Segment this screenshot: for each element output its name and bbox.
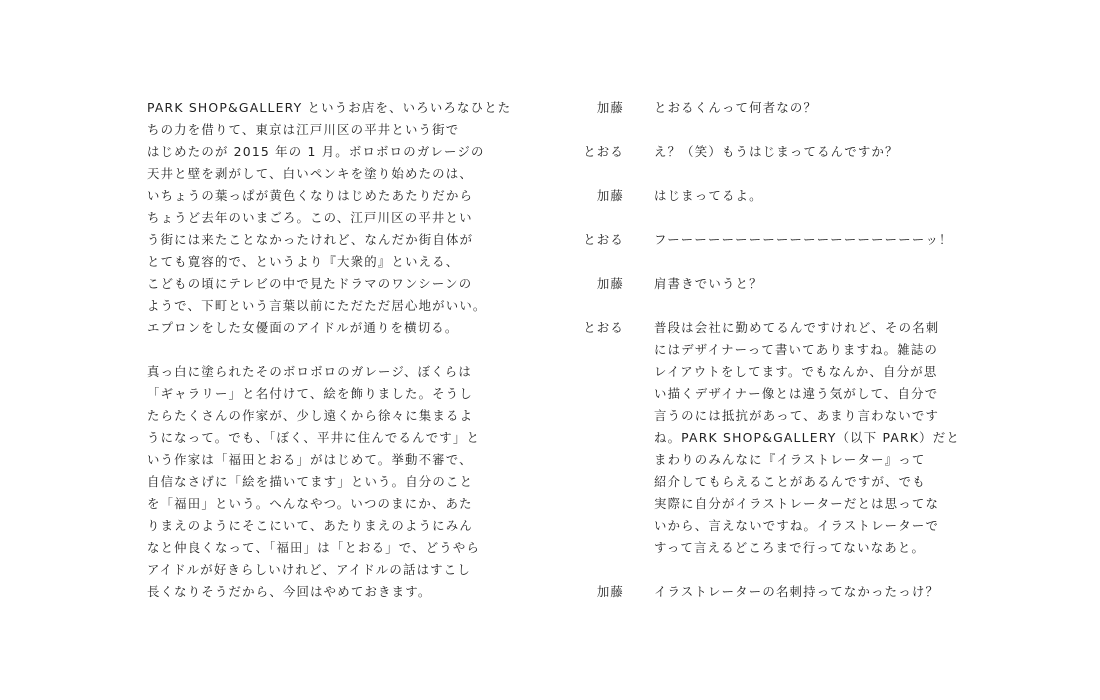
dialogue-turn [560, 273, 980, 295]
essay-line: 天井と壁を剥がして、白いペンキを塗り始めたのは、 [147, 166, 473, 181]
speaker-name: 加藤 [596, 276, 624, 291]
essay-line: PARK SHOP&GALLERY というお店を、いろいろなひとた [147, 100, 512, 115]
dialogue-turn [560, 581, 980, 603]
speech-line: 実際に自分がイラストレーターだとは思ってな [654, 496, 940, 511]
speech-text [654, 97, 980, 119]
speech-text [654, 141, 980, 163]
speaker-name: 加藤 [596, 584, 624, 599]
speech-line: 肩書きでいうと？ [654, 276, 763, 291]
speech-line: とおるくんって何者なの？ [654, 100, 818, 115]
essay-line: 自信なさげに「絵を描いてます」という。自分のこと [147, 474, 474, 489]
speech-text [654, 273, 980, 295]
speech-line: え？（笑）もうはじまってるんですか？ [654, 144, 899, 159]
essay-line: いう作家は「福田とおる」がはじめて。挙動不審で、 [147, 452, 473, 467]
essay-line: いちょうの葉っぱが黄色くなりはじめたあたりだから [147, 188, 474, 203]
speaker-name: とおる [583, 320, 624, 335]
speech-line: いから、言えないですね。イラストレーターで [654, 518, 940, 533]
speaker-name: 加藤 [596, 100, 624, 115]
essay-line: りまえのようにそこにいて、あたりまえのようにみん [147, 518, 473, 533]
dialogue-turn [560, 229, 980, 251]
essay-line: とても寛容的で、というより『大衆的』といえる、 [147, 254, 460, 269]
speech-line: にはデザイナーって書いてありますね。雑誌の [654, 342, 939, 357]
speech-line: 普段は会社に勤めてるんですけれど、その名刺 [654, 320, 940, 335]
speech-line: イラストレーターの名刺持ってなかったっけ？ [654, 584, 940, 599]
essay-line: こどもの頃にテレビの中で見たドラマのワンシーンの [147, 276, 473, 291]
essay-line: ちょうど去年のいまごろ。この、江戸川区の平井とい [147, 210, 473, 225]
essay-line: を「福田」という。へんなやつ。いつのまにか、あた [147, 496, 473, 511]
essay-line: ようで、下町という言葉以前にただただ居心地がいい。 [147, 298, 487, 313]
essay-line: はじめたのが 2015 年の 1 月。ボロボロのガレージの [147, 144, 485, 159]
essay-line: アイドルが好きらしいけれど、アイドルの話はすこし [147, 562, 471, 577]
essay-paragraph-1 [147, 97, 512, 339]
essay-line: 長くなりそうだから、今回はやめておきます。 [147, 584, 432, 599]
speech-line: はじまってるよ。 [654, 188, 763, 203]
speech-text [654, 185, 980, 207]
speech-line: まわりのみんなに『イラストレーター』って [654, 452, 926, 467]
speech-line: い描くデザイナー像とは違う気がして、自分で [654, 386, 939, 401]
speaker-name: とおる [583, 144, 624, 159]
essay-line: うになって。でも、「ぼく、平井に住んでるんです」と [147, 430, 481, 445]
speech-line: ね。PARK SHOP&GALLERY（以下 PARK）だと [654, 430, 960, 445]
speech-line: 言うのには抵抗があって、あまり言わないです [654, 408, 940, 423]
essay-line: ちの力を借りて、東京は江戸川区の平井という街で [147, 122, 460, 137]
essay-line: なと仲良くなって、「福田」は「とおる」で、どうやら [147, 540, 481, 555]
essay-paragraph-2 [147, 361, 507, 603]
speech-text [654, 581, 980, 603]
dialogue-turn [560, 185, 980, 207]
speech-line: レイアウトをしてます。でもなんか、自分が思 [654, 364, 938, 379]
essay-line: う街には来たことなかったけれど、なんだか街自体が [147, 232, 474, 247]
speech-text [654, 229, 980, 251]
essay-line: 真っ白に塗られたそのボロボロのガレージ、ぼくらは [147, 364, 472, 379]
essay-line: たらたくさんの作家が、少し遠くから徐々に集まるよ [147, 408, 474, 423]
speech-line: フーーーーーーーーーーーーーーーーーーーッ！ [654, 232, 953, 247]
speech-text [654, 317, 980, 559]
essay-column [147, 97, 512, 603]
speech-line: 紹介してもらえることがあるんですが、でも [654, 474, 926, 489]
essay-line: エプロンをした女優面のアイドルが通りを横切る。 [147, 320, 459, 335]
essay-line: 「ギャラリー」と名付けて、絵を飾りました。そうし [147, 386, 473, 401]
speech-line: すって言えるどころまで行ってないなあと。 [654, 540, 926, 555]
speaker-name: とおる [583, 232, 624, 247]
dialogue-turn [560, 317, 980, 559]
paragraph-gap [147, 339, 507, 361]
speaker-name: 加藤 [596, 188, 624, 203]
dialogue-turn [560, 97, 980, 119]
interview-column [560, 97, 980, 625]
dialogue-turn [560, 141, 980, 163]
